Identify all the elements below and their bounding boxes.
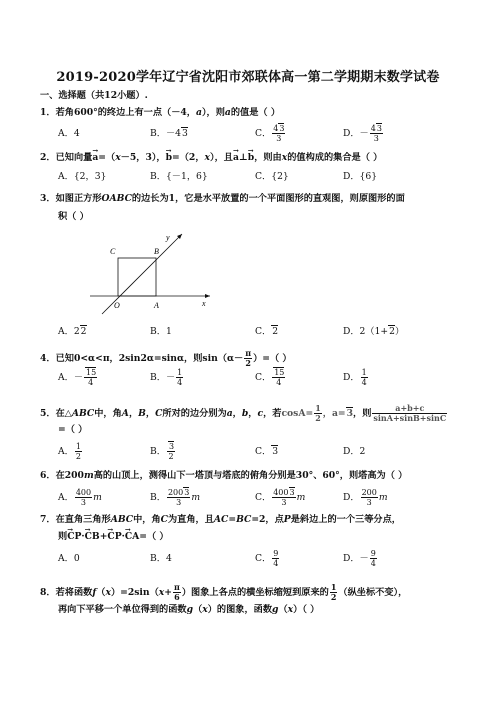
question-3-cont: 积（ ）	[58, 211, 89, 222]
q7-option-a[interactable]: A．0	[58, 553, 80, 564]
section-heading: 一、选择题（共12小题）.	[40, 90, 148, 101]
q4-option-c[interactable]: C． $\frac{15}{4}$	[255, 368, 285, 387]
q6-option-a[interactable]: A． $\frac{400}{3}$ m	[58, 488, 102, 507]
question-5-cont: =（ ）	[58, 424, 88, 435]
q1-option-a[interactable]: A．4	[58, 128, 80, 139]
q1-option-b[interactable]: B．－43	[150, 128, 188, 139]
question-1: 1．若角600°的终边上有一点（－4，a），则a的值是（ ）	[40, 107, 281, 118]
q2-option-a[interactable]: A．{2，3}	[58, 171, 107, 182]
q3-option-c[interactable]: C．2	[255, 326, 279, 337]
label-c: C	[110, 247, 116, 256]
q7-option-d[interactable]: D．－ $\frac{9}{4}$	[343, 549, 376, 568]
q6-option-c[interactable]: C． $\frac{4003}{3}$ m	[255, 488, 306, 507]
q1-option-c[interactable]: C． $\frac{43}{3}$	[255, 124, 285, 143]
question-4: 4．已知0<α<π，2sin2α=sinα，则sin（α－ $\frac{\pi}{2}$ ）=（ ）	[40, 348, 292, 368]
q2-option-c[interactable]: C．{2}	[255, 171, 289, 182]
label-a: A	[154, 301, 159, 310]
label-x: x	[202, 299, 206, 308]
label-o: O	[114, 301, 120, 310]
exam-title: 2019-2020学年辽宁省沈阳市郊联体高一第二学期期末数学试卷	[56, 70, 440, 85]
q1-option-d[interactable]: D．－ $\frac{43}{3}$	[343, 124, 382, 143]
question-2: 2．已知向量→ a=（x－5，3），→ b=（2，x），且→ a⊥→ b，则由x的值构成的集合是（ ）	[40, 152, 382, 164]
q4-option-d[interactable]: D． $\frac{1}{4}$	[343, 368, 367, 387]
q5-option-b[interactable]: B． $\frac{3}{2}$	[150, 442, 175, 461]
q4-option-a[interactable]: A．－ $\frac{15}{4}$	[58, 368, 97, 387]
question-7-cont: 则→ CP·→ CB+→ CP·→ CA=（ ）	[58, 531, 169, 543]
q2-option-b[interactable]: B．{－1，6}	[150, 171, 208, 182]
q6-option-b[interactable]: B． $\frac{2003}{3}$ m	[150, 488, 201, 507]
q3-option-b[interactable]: B．1	[150, 326, 172, 337]
q5-option-c[interactable]: C．3	[255, 446, 279, 457]
label-y: y	[166, 233, 170, 242]
q5-option-d[interactable]: D．2	[343, 446, 366, 457]
q7-option-b[interactable]: B．4	[150, 553, 172, 564]
question-6: 6．在200m高的山顶上，测得山下一塔顶与塔底的俯角分别是30°、60°，则塔高为（ ）	[40, 470, 408, 481]
q2-option-d[interactable]: D．{6}	[343, 171, 378, 182]
q6-option-d[interactable]: D． $\frac{200}{3}$ m	[343, 488, 388, 507]
question-7: 7．在直角三角形ABC中，角C为直角，且AC=BC=2，点P是斜边上的一个三等分点，	[40, 514, 401, 525]
question-8-cont: 再向下平移一个单位得到的函数g（x）的图象，函数g（x）（ ）	[58, 604, 320, 615]
label-b: B	[154, 247, 159, 256]
q3-option-d[interactable]: D．2（1+2）	[343, 326, 405, 337]
q7-option-c[interactable]: C． $\frac{9}{4}$	[255, 549, 279, 568]
square-figure	[84, 228, 214, 320]
question-8: 8．若将函数f（x）=2sin（x+ $\frac{\pi}{6}$ ）图象上各点的横坐标缩短到原来的 $\frac{1}{2}$ （纵坐标不变），	[40, 582, 408, 602]
question-3: 3．如图正方形OABC的边长为1，它是水平放置的一个平面图形的直观图，则原图形的面	[40, 193, 405, 204]
question-5: 5．在△ABC中，角A，B，C所对的边分别为a，b，c，若cosA= $\frac{1}{2}$ ，a=3，则 $\frac{a+b+c}{\sin A+\sin B+\sin C}$	[40, 403, 447, 423]
q5-option-a[interactable]: A． $\frac{1}{2}$	[58, 442, 81, 461]
q4-option-b[interactable]: B．－ $\frac{1}{4}$	[150, 368, 183, 387]
q3-option-a[interactable]: A．22	[58, 326, 87, 337]
